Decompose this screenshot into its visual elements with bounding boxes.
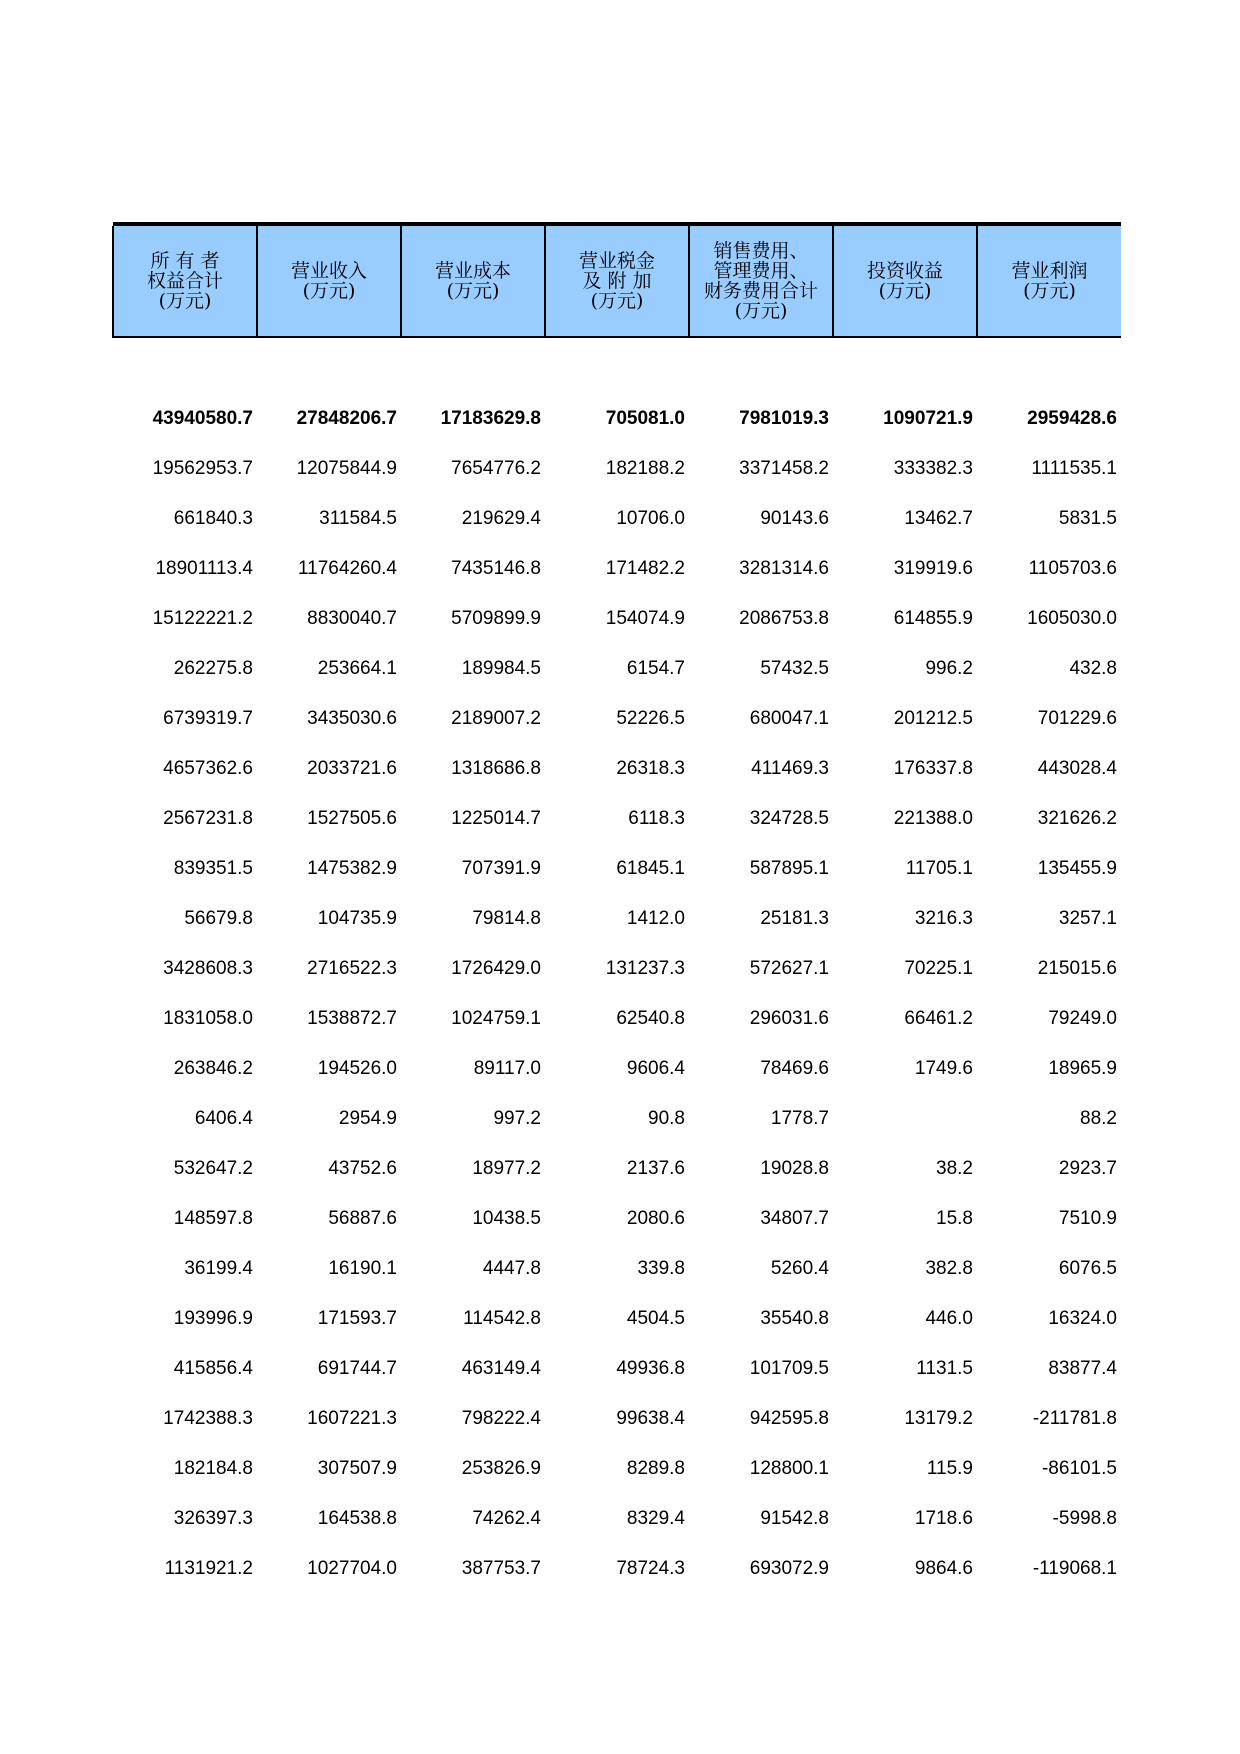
table-cell: 1718.6: [914, 1508, 973, 1529]
table-cell: 446.0: [925, 1308, 973, 1329]
table-cell: 463149.4: [461, 1358, 541, 1379]
table-cell: 339.8: [637, 1258, 685, 1279]
table-cell: 1024759.1: [451, 1008, 541, 1029]
table-cell: 15.8: [936, 1208, 973, 1229]
header-line: 权益合计: [146, 270, 223, 292]
table-cell: 693072.9: [749, 1558, 829, 1579]
table-cell: 996.2: [925, 658, 973, 679]
table-cell: 219629.4: [461, 508, 541, 529]
column-header-4: [545, 226, 689, 337]
table-cell: 321626.2: [1037, 808, 1117, 829]
table-cell: -211781.8: [1032, 1408, 1117, 1429]
table-cell: 798222.4: [461, 1408, 541, 1429]
financial-table: [112, 222, 1121, 1594]
table-row: [113, 1444, 1121, 1494]
table-cell: 131237.3: [605, 958, 685, 979]
table-cell: 6406.4: [194, 1108, 253, 1129]
column-header-2: [257, 226, 401, 337]
table-cell: 16324.0: [1048, 1308, 1117, 1329]
table-cell: 7435146.8: [451, 558, 541, 579]
table-cell: 1607221.3: [307, 1408, 397, 1429]
header-line: 营业收入: [290, 260, 367, 282]
table-row: [113, 1344, 1121, 1394]
table-cell: 839351.5: [173, 858, 253, 879]
table-cell: 307507.9: [317, 1458, 397, 1479]
table-cell: 154074.9: [605, 608, 685, 629]
table-cell: 114542.8: [463, 1308, 541, 1329]
spacer-row: [113, 337, 1121, 394]
header-line: (万元): [158, 290, 212, 312]
table-cell: 88.2: [1080, 1108, 1117, 1129]
table-cell: 2080.6: [626, 1208, 685, 1229]
table-cell: 432.8: [1069, 658, 1117, 679]
table-cell: 1605030.0: [1027, 608, 1117, 629]
table-cell: 6154.7: [626, 658, 685, 679]
table-cell: 171593.7: [317, 1308, 397, 1329]
table-cell: 253664.1: [317, 658, 397, 679]
header-line: 及 附 加: [582, 270, 652, 292]
table-cell: 4447.8: [482, 1258, 541, 1279]
table-cell: 36199.4: [184, 1258, 253, 1279]
table-cell: 3371458.2: [739, 458, 829, 479]
header-line: (万元): [734, 300, 788, 322]
table-row: [113, 694, 1121, 744]
table-cell: 182188.2: [605, 458, 685, 479]
table-cell: 19028.8: [760, 1158, 829, 1179]
table-cell: 52226.5: [616, 708, 685, 729]
table-cell: 62540.8: [616, 1008, 685, 1029]
table-cell: 38.2: [936, 1158, 973, 1179]
total-row: [113, 394, 1121, 444]
column-header-7: [977, 226, 1121, 337]
table-cell: 2716522.3: [307, 958, 397, 979]
header-line: 营业税金: [578, 250, 655, 272]
table-cell: 148597.8: [173, 1208, 253, 1229]
table-cell: 18965.9: [1048, 1058, 1117, 1079]
table-cell: 90143.6: [760, 508, 829, 529]
table-cell: 7654776.2: [451, 458, 541, 479]
table-cell: 661840.3: [173, 508, 253, 529]
table-cell: 56679.8: [184, 908, 253, 929]
table-cell: 4657362.6: [163, 758, 253, 779]
table-cell: 171482.2: [605, 558, 685, 579]
table-cell: 61845.1: [616, 858, 685, 879]
table-row: [113, 1394, 1121, 1444]
table-cell: 11705.1: [905, 858, 973, 879]
table-cell: 135455.9: [1037, 858, 1117, 879]
spreadsheet-page: [112, 222, 1120, 1594]
table-cell: 182184.8: [173, 1458, 253, 1479]
table-cell: 382.8: [925, 1258, 973, 1279]
table-cell: 705081.0: [605, 408, 685, 429]
table-cell: 78469.6: [760, 1058, 829, 1079]
table-cell: 19562953.7: [152, 458, 253, 479]
table-cell: -86101.5: [1041, 1458, 1117, 1479]
table-cell: 89117.0: [473, 1058, 541, 1079]
table-cell: 15122221.2: [152, 608, 253, 629]
table-cell: 387753.7: [461, 1558, 541, 1579]
table-cell: 411469.3: [751, 758, 829, 779]
table-cell: 415856.4: [173, 1358, 253, 1379]
table-cell: [833, 1094, 977, 1144]
table-cell: 319919.6: [893, 558, 973, 579]
table-cell: 56887.6: [328, 1208, 397, 1229]
header-line: 营业成本: [434, 260, 511, 282]
table-cell: 587895.1: [749, 858, 829, 879]
table-cell: 1726429.0: [451, 958, 541, 979]
column-header-1: [113, 226, 257, 337]
table-cell: 176337.8: [893, 758, 973, 779]
table-row: [113, 1044, 1121, 1094]
table-cell: 1778.7: [770, 1108, 829, 1129]
table-cell: 90.8: [648, 1108, 685, 1129]
column-header-3: [401, 226, 545, 337]
table-cell: 79249.0: [1048, 1008, 1117, 1029]
table-cell: 101709.5: [749, 1358, 829, 1379]
table-cell: 2137.6: [626, 1158, 685, 1179]
table-cell: 8289.8: [626, 1458, 685, 1479]
column-header-5: [689, 226, 833, 337]
table-row: [113, 944, 1121, 994]
table-cell: 26318.3: [616, 758, 685, 779]
table-cell: 2033721.6: [307, 758, 397, 779]
table-cell: 997.2: [493, 1108, 541, 1129]
table-cell: 7981019.3: [739, 408, 829, 429]
table-cell: 99638.4: [616, 1408, 685, 1429]
table-cell: 532647.2: [173, 1158, 253, 1179]
table-cell: 25181.3: [760, 908, 829, 929]
table-row: [113, 544, 1121, 594]
header-line: (万元): [590, 290, 644, 312]
header-row: [113, 226, 1121, 337]
table-body: [113, 337, 1121, 1594]
table-cell: 78724.3: [616, 1558, 685, 1579]
table-cell: 707391.9: [461, 858, 541, 879]
table-row: [113, 1244, 1121, 1294]
table-cell: 296031.6: [749, 1008, 829, 1029]
table-cell: 91542.8: [760, 1508, 829, 1529]
table-cell: 35540.8: [760, 1308, 829, 1329]
table-cell: 1225014.7: [451, 808, 541, 829]
table-cell: 1090721.9: [883, 408, 973, 429]
table-cell: 2189007.2: [451, 708, 541, 729]
table-cell: 66461.2: [904, 1008, 973, 1029]
table-cell: 5260.4: [770, 1258, 829, 1279]
table-cell: 221388.0: [893, 808, 973, 829]
table-cell: 3435030.6: [307, 708, 397, 729]
table-cell: 3216.3: [914, 908, 973, 929]
table-row: [113, 1494, 1121, 1544]
table-cell: 164538.8: [317, 1508, 397, 1529]
table-row: [113, 994, 1121, 1044]
column-header-6: [833, 226, 977, 337]
table-row: [113, 894, 1121, 944]
table-cell: 5709899.9: [451, 608, 541, 629]
table-cell: 253826.9: [461, 1458, 541, 1479]
table-row: [113, 844, 1121, 894]
table-cell: 12075844.9: [296, 458, 397, 479]
table-cell: 263846.2: [173, 1058, 253, 1079]
table-cell: 4504.5: [626, 1308, 685, 1329]
header-line: 投资收益: [866, 260, 943, 282]
table-row: [113, 1194, 1121, 1244]
table-cell: 8830040.7: [307, 608, 397, 629]
table-cell: 2086753.8: [739, 608, 829, 629]
header-line: 财务费用合计: [703, 280, 818, 302]
table-cell: 16190.1: [328, 1258, 397, 1279]
table-cell: 9864.6: [914, 1558, 973, 1579]
table-cell: 57432.5: [760, 658, 829, 679]
table-cell: 1131.5: [916, 1358, 973, 1379]
table-cell: 2954.9: [338, 1108, 397, 1129]
table-cell: 7510.9: [1058, 1208, 1117, 1229]
header-line: (万元): [878, 280, 932, 302]
table-cell: 10438.5: [472, 1208, 541, 1229]
table-cell: 194526.0: [317, 1058, 397, 1079]
table-cell: 324728.5: [749, 808, 829, 829]
table-cell: 8329.4: [626, 1508, 685, 1529]
table-cell: 13179.2: [904, 1408, 973, 1429]
table-cell: 201212.5: [893, 708, 973, 729]
table-row: [113, 1094, 1121, 1144]
table-cell: 10706.0: [616, 508, 685, 529]
header-line: 销售费用、: [713, 240, 809, 262]
header-line: 管理费用、: [713, 260, 809, 282]
table-cell: 326397.3: [173, 1508, 253, 1529]
table-cell: 17183629.8: [440, 408, 541, 429]
table-cell: 614855.9: [893, 608, 973, 629]
table-cell: 1742388.3: [163, 1408, 253, 1429]
header-line: (万元): [1023, 280, 1076, 302]
table-cell: 3428608.3: [163, 958, 253, 979]
table-cell: 9606.4: [626, 1058, 685, 1079]
table-cell: 2959428.6: [1027, 408, 1117, 429]
table-cell: 1105703.6: [1028, 558, 1117, 579]
table-cell: 6739319.7: [163, 708, 253, 729]
table-cell: 1475382.9: [307, 858, 397, 879]
table-cell: 115.9: [926, 1458, 973, 1479]
table-cell: 572627.1: [749, 958, 829, 979]
table-row: [113, 1294, 1121, 1344]
table-cell: 2923.7: [1058, 1158, 1117, 1179]
table-cell: 83877.4: [1048, 1358, 1117, 1379]
table-row: [113, 1544, 1121, 1594]
table-row: [113, 594, 1121, 644]
table-cell: 1538872.7: [307, 1008, 397, 1029]
table-cell: 262275.8: [173, 658, 253, 679]
table-cell: -5998.8: [1052, 1508, 1117, 1529]
header-line: (万元): [446, 280, 500, 302]
table-row: [113, 744, 1121, 794]
table-cell: 5831.5: [1058, 508, 1117, 529]
table-cell: 3281314.6: [739, 558, 829, 579]
table-cell: 104735.9: [317, 908, 397, 929]
table-cell: 43940580.7: [152, 408, 253, 429]
header-line: 营业利润: [1011, 260, 1088, 282]
table-cell: 443028.4: [1037, 758, 1117, 779]
table-cell: 6076.5: [1058, 1258, 1117, 1279]
table-cell: 1749.6: [914, 1058, 973, 1079]
table-cell: 1831058.0: [163, 1008, 253, 1029]
table-cell: 11764260.4: [298, 558, 397, 579]
table-cell: 1412.0: [626, 908, 685, 929]
table-cell: 18977.2: [472, 1158, 541, 1179]
table-cell: 333382.3: [893, 458, 973, 479]
table-cell: 311584.5: [319, 508, 397, 529]
table-cell: 193996.9: [173, 1308, 253, 1329]
table-cell: 27848206.7: [296, 408, 397, 429]
table-cell: 6118.3: [628, 808, 685, 829]
table-cell: 43752.6: [328, 1158, 397, 1179]
table-cell: 1131921.2: [164, 1558, 253, 1579]
table-cell: 79814.8: [472, 908, 541, 929]
table-cell: 2567231.8: [163, 808, 253, 829]
table-cell: 49936.8: [616, 1358, 685, 1379]
table-cell: 189984.5: [461, 658, 541, 679]
table-cell: 13462.7: [904, 508, 973, 529]
table-row: [113, 494, 1121, 544]
table-cell: 74262.4: [472, 1508, 541, 1529]
table-cell: 34807.7: [760, 1208, 829, 1229]
header-line: 所 有 者: [150, 250, 220, 272]
table-cell: 70225.1: [904, 958, 973, 979]
table-header: [113, 224, 1121, 337]
header-line: (万元): [302, 280, 356, 302]
table-cell: 1527505.6: [307, 808, 397, 829]
table-row: [113, 444, 1121, 494]
table-cell: 1027704.0: [307, 1558, 397, 1579]
table-cell: 128800.1: [749, 1458, 829, 1479]
table-row: [113, 1144, 1121, 1194]
table-cell: 691744.7: [317, 1358, 397, 1379]
table-cell: 680047.1: [749, 708, 829, 729]
table-cell: 1318686.8: [451, 758, 541, 779]
table-row: [113, 794, 1121, 844]
table-row: [113, 644, 1121, 694]
table-cell: 3257.1: [1058, 908, 1117, 929]
table-cell: 701229.6: [1037, 708, 1117, 729]
table-cell: 215015.6: [1037, 958, 1117, 979]
table-cell: 942595.8: [749, 1408, 829, 1429]
table-cell: 1111535.1: [1031, 458, 1117, 479]
table-cell: -119068.1: [1032, 1558, 1117, 1579]
table-cell: 18901113.4: [155, 558, 253, 579]
